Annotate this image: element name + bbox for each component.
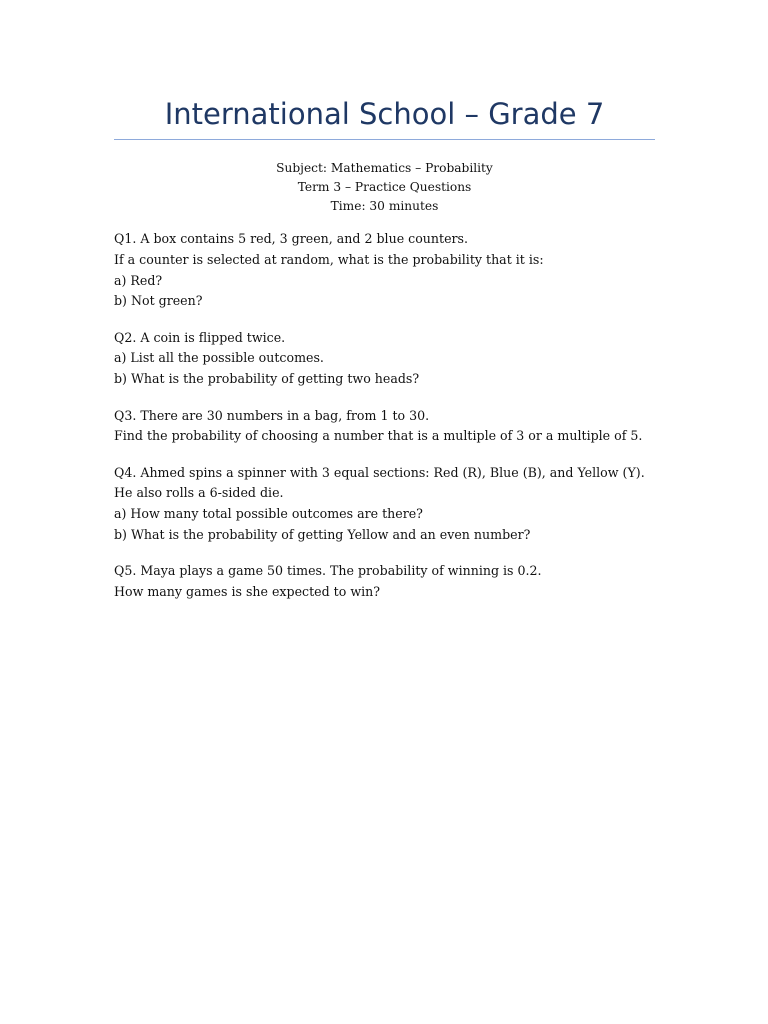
question-line: Q4. Ahmed spins a spinner with 3 equal sections: Red (R), Blue (B), and Yellow (Y). [114, 464, 645, 480]
question-line: a) How many total possible outcomes are there? [114, 506, 423, 522]
question-4 [114, 463, 674, 546]
question-line: He also rolls a 6-sided die. [114, 485, 284, 501]
question-line: a) List all the possible outcomes. [114, 350, 324, 366]
question-1 [114, 229, 674, 312]
question-line: a) Red? [114, 272, 163, 288]
question-line: Find the probability of choosing a number that is a multiple of 3 or a multiple of 5. [114, 428, 643, 444]
question-2 [114, 328, 674, 390]
question-line: Q3. There are 30 numbers in a bag, from 1 to 30. [114, 407, 430, 423]
document-title: International School – Grade 7 [164, 97, 605, 131]
question-line: Q2. A coin is flipped twice. [114, 329, 286, 345]
title-underline [114, 139, 655, 140]
question-line: b) Not green? [114, 293, 203, 309]
term-line: Term 3 – Practice Questions [297, 180, 472, 194]
question-line: b) What is the probability of getting Yellow and an even number? [114, 527, 531, 543]
question-line: Q5. Maya plays a game 50 times. The probability of winning is 0.2. [114, 563, 542, 579]
question-3 [114, 406, 674, 448]
document-meta [114, 159, 655, 216]
question-line: b) What is the probability of getting two heads? [114, 371, 420, 387]
question-line: Q1. A box contains 5 red, 3 green, and 2 blue counters. [114, 231, 469, 246]
time-line: Time: 30 minutes [330, 199, 439, 213]
question-list [114, 229, 674, 618]
question-line: If a counter is selected at random, what is the probability that it is: [114, 251, 544, 267]
question-5 [114, 561, 674, 603]
subject-line: Subject: Mathematics – Probability [276, 161, 493, 175]
question-line: How many games is she expected to win? [114, 584, 380, 600]
